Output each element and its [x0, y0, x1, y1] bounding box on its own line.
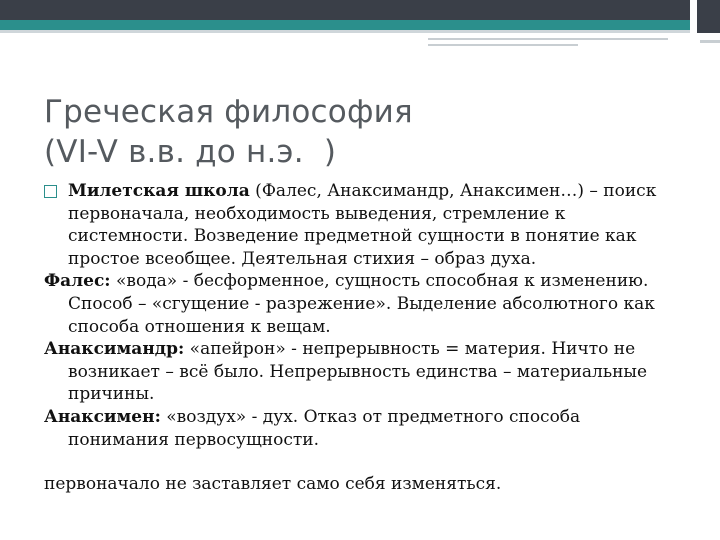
bullet-text: (Фалес, Анаксимандр, Анаксимен…) – поиск первоначала, необходимость выведения, стремление к системности. Возведение предметной сущности в понятие как простое всеобщее. Деятельная стихия – образ духа. [68, 181, 657, 269]
paragraph-lead: Анаксимандр: [44, 339, 185, 360]
paragraph [44, 406, 684, 451]
paragraph-lead: Анаксимен: [44, 406, 161, 427]
bullet-item [44, 180, 684, 270]
spacer [44, 451, 684, 473]
slide-title [44, 92, 664, 172]
paragraph-text: «воздух» - дух. Отказ от предметного способа понимания первосущности. [68, 406, 581, 450]
paragraph [44, 338, 684, 406]
title-line-1: Греческая философия [44, 94, 413, 130]
checkbox-bullet-icon [44, 185, 57, 198]
header-dark-bar [0, 0, 690, 20]
header-accent-bar [0, 20, 690, 30]
header-light-bar [0, 30, 690, 33]
paragraph-text: «вода» - бесформенное, сущность способная к изменению. Способ – «сгущение - разрежение». Выделение абсолютного как способа отношения к вещам. [68, 271, 655, 337]
bullet-lead: Милетская школа [68, 181, 250, 201]
paragraph [44, 270, 684, 338]
corner-block [697, 0, 720, 33]
paragraph-text: «апейрон» - непрерывность = материя. Ничто не возникает – всё было. Непрерывность единства – материальные причины. [68, 339, 648, 405]
decorative-rule [700, 40, 720, 43]
closing-paragraph: первоначало не заставляет само себя изменяться. [44, 474, 502, 495]
decorative-rule [428, 44, 578, 46]
slide-body [44, 180, 684, 496]
decorative-rule [428, 38, 668, 40]
paragraph-lead: Фалес: [44, 271, 111, 292]
title-line-2: (VI-V в.в. до н.э. ) [44, 134, 337, 170]
